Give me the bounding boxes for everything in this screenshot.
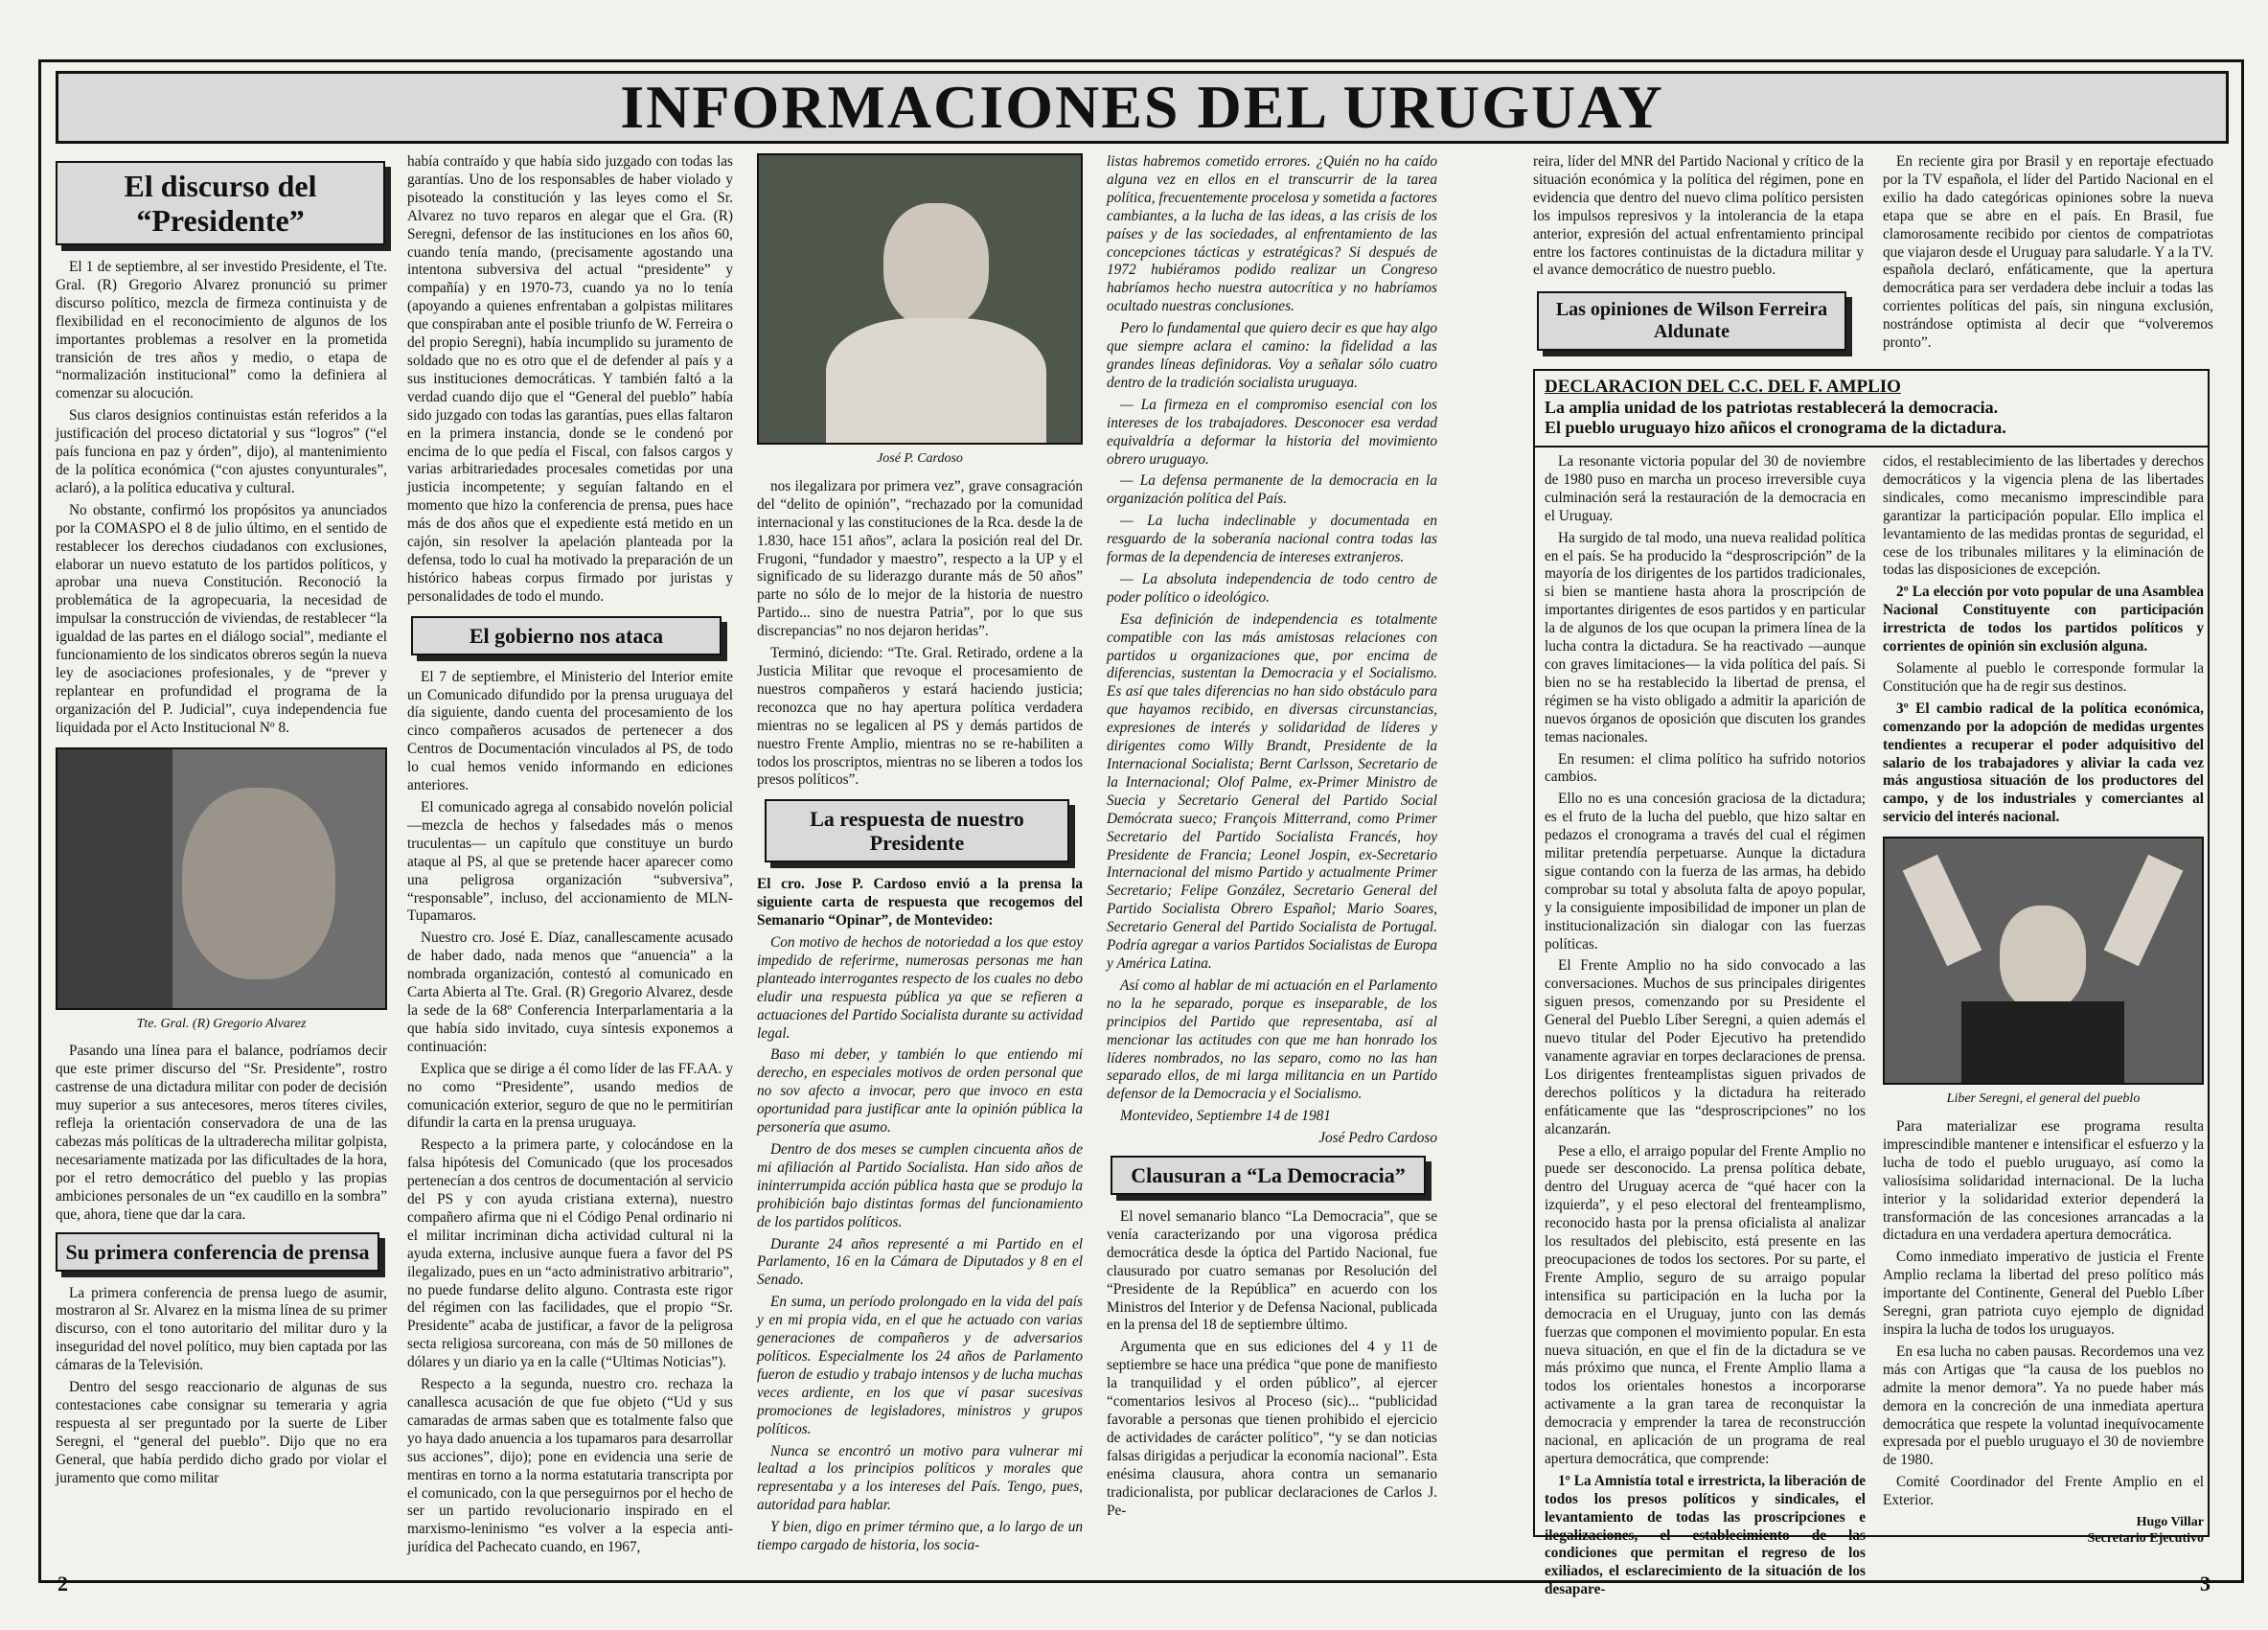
letter-paragraph: Dentro de dos meses se cumplen cincuenta años de mi afiliación al Partido Socialista. Han sido años de ininterrumpida acción pública hasta que se produjo la prohibición bajo distintas formas del funcionamiento de los partidos políticos. — [757, 1141, 1083, 1230]
page-number-left: 2 — [57, 1572, 68, 1596]
paragraph: La primera conferencia de prensa luego de asumir, mostraron al Sr. Alvarez en la misma línea de su primer discurso, con el tono autoritario del militar duro y la inseguridad del novel político, muy bien captada por las cámaras de la Televisión. — [56, 1284, 387, 1374]
photo-caption: Liber Seregni, el general del pueblo — [1946, 1091, 2141, 1107]
column-5-top — [1533, 153, 1864, 360]
paragraph: Respecto a la segunda, nuestro cro. rechaza la canallesca acusación de que fue objeto (“Ud y sus camaradas de armas saben que es totalmente falso que yo haya dado anuencia a los tupamaros para desarrollar sus acciones”, dijo); pone en evidencia una serie de mentiras en torno a la norma estatutaria transcripta por el comunicado, con la que perseguirnos por el hecho de ser un partido revolucionario inspirado en el marxismo-leninismo “es volver a la especia anti-jurídica del Pachecato cuando, en 1967, — [407, 1376, 733, 1556]
letter-paragraph: listas habremos cometido errores. ¿Quién no ha caído alguna vez en ellos en el transcurrir de la tarea política, frecuentemente procelosa y sometida a factores cambiantes, a la lucha de las ideas, a las crisis de los países y de las sociedades, al enfrentamiento de las concepciones tácticas y estratégicas? Si después de 1972 hubiéramos podido realizar un Congreso habríamos hecho nuestra autocrítica y no habríamos ocultado nuestras conclusiones. — [1107, 153, 1437, 315]
paragraph: El Frente Amplio no ha sido convocado a las conversaciones. Muchos de sus principales dirigentes siguen presos, comenzando por su Presidente el General del Pueblo Líber Seregni, a quien además el nuevo titular del Poder Ejecutivo ha pretendido vanamente agraviar en torpes declaraciones de prensa. Los dirigentes frenteamplistas siguen privados de derechos políticos y la dictadura ha reiterado enfáticamente que las “desproscripciones” no los alcanzarán. — [1545, 957, 1866, 1137]
paragraph: Ha surgido de tal modo, una nueva realidad política en el país. Se ha producido la “desproscripción” de la mayoría de los dirigentes de los partidos tradicionales, si bien se mantiene hasta ahora la proscripción de importantes dirigentes de esos partidos y en particular la de algunos de los que ocupan la primera línea de la lucha contra la dictadura. Se ha reactivado —aunque con graves limitaciones— la vida política del país. Si bien no se ha restablecido la libertad de prensa, el régimen se ha visto obligado a admitir la aparición de nuevos órganos de oposición que discuten los grandes temas nacionales. — [1545, 529, 1866, 746]
paragraph: El 7 de septiembre, el Ministerio del Interior emite un Comunicado difundido por la prensa uruguaya del día siguiente, dando cuenta del procesamiento de los cinco compañeros acusados de pertenecer a dos Centros de Documentación vinculados al PS, de todo lo cual hemos venido informando en ediciones anteriores. — [407, 668, 733, 794]
paragraph: En reciente gira por Brasil y en reportaje efectuado por la TV española, el líder del Partido Nacional en el exilio ha dado categóricas opiniones sobre la nueva etapa que se abre en el país. En Brasil, fue clamorosamente recibido por cientos de compatriotas que viajaron desde el Uruguay para saludarle. Y a la TV. española declaró, enfáticamente, que la apertura democrática para ser verdadera debe incluir a todas las corrientes políticas del país, sin ninguna exclusión, nostrándose optimista al decir que “volveremos pronto”. — [1883, 153, 2213, 352]
paragraph: El comunicado agrega al consabido novelón policial —mezcla de hechos y falsedades más o menos truculentas— un capítulo que constituye un burdo ataque al PS, al que se pretende hacer aparecer como una peligrosa organización “subversiva”, “responsable”, incluso, del accionamiento de MLN-Tupamaros. — [407, 799, 733, 925]
paragraph: Respecto a la primera parte, y colocándose en la falsa hipótesis del Comunicado (que los procesados pertenecían a dos centros de documentación al servicio del PS y con ayuda cristiana externa), nuestro compañero afirma que ni el Código Penal ordinario ni el militar incriminan dicha actividad cultural ni la ayuda externa, inclusive aunque fuera a favor del PS ilegalizado, pues en un “acto administrativo arbitrario”, no puede fundarse delito alguno. Contrasta este rigor del régimen con las facilidades, que el propio “Sr. Presidente” acaba de justificar, a favor de la peligrosa secta religiosa surcoreana, con más de 50 millones de dólares y un diario ya en la calle (“Ultimas Noticias”). — [407, 1136, 733, 1371]
letter-paragraph: Nunca se encontró un motivo para vulnerar mi lealtad a los principios políticos y morales que representaba y a los intereses del País. Tengo, pues, autoridad para hablar. — [757, 1442, 1083, 1514]
paragraph: El novel semanario blanco “La Democracia”, que se venía caracterizando por una vigorosa prédica democrática desde la óptica del Partido Nacional, fue clausurado por cuatro semanas por Resolución del “Presidente de la República” en acuerdo con los Ministros del Interior y de Defensa Nacional, publicada en la prensa del 18 de septiembre último. — [1107, 1208, 1437, 1334]
paragraph: Sus claros designios continuistas están referidos a la justificación del proceso dictatorial y sus “logros” (“el país funciona en paz y órden”, dijo), al mantenimiento de la política económica (“con ajustes conyunturales”, aclaró), a la política educativa y cultural. — [56, 407, 387, 496]
paragraph: había contraído y que había sido juzgado con todas las garantías. Uno de los responsables de haber violado y pisoteado la constitución y las leyes como el Sr. Alvarez no tuvo reparos en alegar que el Gra. (R) Seregni, defensor de las instituciones en los años 60, cuando tenía mando, (precisamente agostando una intentona subversiva del actual “presidente” y compañía) y en 1970-73, cuando ya no lo tenía (apoyando a quienes enfrentaban a golpistas militares que conspiraban ante el posible triunfo de W. Ferreira o del propio Seregni), había incumplido su juramento de soldado que no es otro que el de defender al país y a sus instituciones democráticas. Y también faltó a la verdad cuando dijo que el “General del pueblo” había sido juzgado con todas las garantías, pues ellas faltaron en la primera instancia, donde se le condenó por encima de lo que pedía el Fiscal, con falsos cargos y varias arbitrariedades procesales cometidas por una justicia incompetente; y seguían faltando en el momento que hizo la conferencia de prensa, pues hace más de dos años que el expediente está metido en un cajón, sin resolver la apelación planteada por la defensa, todo lo cual ha motivado la preparación de un histórico habeas corpus firmado por juristas y personalidades de todo el mundo. — [407, 153, 733, 605]
letter-paragraph: — La lucha indeclinable y documentada en resguardo de la soberanía nacional contra todas las formas de la dependencia de intereses extranjeros. — [1107, 513, 1437, 566]
photo-cardoso — [757, 153, 1083, 445]
paragraph: 2º La elección por voto popular de una Asamblea Nacional Constituyente con participación irrestricta de todos los partidos políticos y corrientes de opinión sin exclusión alguna. — [1883, 584, 2204, 655]
letter-paragraph: En suma, un período prolongado en la vida del país y en mi propia vida, en el que he actuado con varias generaciones de compañeros y de adversarios políticos. Especialmente los 24 años de Parlamento fueron de estudio y trabajo intensos y de lucha muchas veces ardiente, en los que ví pasar sucesivas promociones de legisladores, ministros y grupos políticos. — [757, 1294, 1083, 1437]
letter-paragraph: Pero lo fundamental que quiero decir es que hay algo que siempre aclara el camino: la fidelidad a las grandes líneas definidoras. Voy a señalar sólo cuatro dentro de la tradición socialista uruguaya. — [1107, 320, 1437, 391]
paragraph: Terminó, diciendo: “Tte. Gral. Retirado, ordene a la Justicia Militar que revoque el procesamiento de nuestros compañeros y estará haciendo justicia; reconozca que no hay apertura política verdadera mientras no se legalicen al PS y demás partidos de nuestro Frente Amplio, mientras no se re-habiliten a todos los proscriptos, mientras no se liberen a todos los presos políticos”. — [757, 645, 1083, 789]
letter-paragraph: Esa definición de independencia es totalmente compatible con las más amistosas relaciones con partidos u organizaciones que, por encima de diferencias, sustentan la Democracia y el Socialismo. Es así que tales diferencias no han sido obstáculo para que hayamos recibido, en diversas circunstancias, expresiones de interés y solidaridad de líderes y dirigentes como Willy Brandt, Presidente de la Internacional Socialista; Bernt Carlsson, Secretario de la Internacional; Olof Palme, ex-Primer Ministro de Suecia y Secretario General del Partido Social Demócrata sueco; François Mitterrand, como Primer Secretario del Partido Socialista Francés, hoy Presidente de Francia; Leonel Jospin, ex-Secretario Internacional del mismo Partido y actualmente Primer Secretario; Felipe González, Secretario General del Partido Socialista Obrero Español; Mario Soares, Secretario General del Partido Socialista de Portugal. Podría agregar a varios Partidos Socialistas de Europa y América Latina. — [1107, 610, 1437, 972]
letter-paragraph: — La defensa permanente de la democracia en la organización política del País. — [1107, 472, 1437, 508]
paragraph: En resumen: el clima político ha sufrido notorios cambios. — [1545, 750, 1866, 786]
paragraph: La resonante victoria popular del 30 de noviembre de 1980 puso en marcha un proceso irreversible cuya culminación será la restauración de la democracia en el Uruguay. — [1545, 453, 1866, 524]
declaracion-frame — [1533, 369, 2210, 1537]
paragraph: reira, líder del MNR del Partido Nacional y crítico de la situación económica y la política del régimen, pone en evidencia que dentro del nuevo clima político persisten los impulsos represivos y la intolerancia de la etapa anterior, expresión del actual enfrentamiento principal entre los factores continuistas de la dictadura militar y el avance democrático de nuestro pueblo. — [1533, 153, 1864, 279]
column-4 — [1107, 153, 1437, 1524]
photo-caption: Tte. Gral. (R) Gregorio Alvarez — [136, 1016, 307, 1031]
photo-caption: José P. Cardoso — [877, 451, 963, 466]
headline-respuesta: La respuesta de nuestro Presidente — [765, 799, 1069, 862]
paragraph: Dentro del sesgo reaccionario de algunas de sus contestaciones cabe consignar su temeraria y agria respuesta al ser preguntado por la suerte de Liber Seregni, el “general del pueblo”. Dijo que no era General, que había perdido dicho grado por violar el juramento que como militar — [56, 1379, 387, 1486]
letter-intro: El cro. Jose P. Cardoso envió a la prensa la siguiente carta de respuesta que recogemos del Semanario “Opinar”, de Montevideo: — [757, 876, 1083, 930]
headline-discurso: El discurso del “Presidente” — [56, 161, 385, 245]
paragraph: 3º El cambio radical de la política económica, comenzando por la adopción de medidas urgentes tendientes a recuperar el poder adquisitivo del salario de los trabajadores y aliviar la cada vez más angustiosa situación de los productores del campo, y de los industriales y comerciantes al servicio del interés nacional. — [1883, 700, 2204, 826]
paragraph: Pasando una línea para el balance, podríamos decir que este primer discurso del “Sr. Presidente”, rostro castrense de una dictadura militar con poder de decisión muy superior a sus antecesores, meros títeres civiles, refleja la orientación conservadora de una de las cabezas más políticas de la ultraderecha militar golpista, necesariamente matizada por las dificultades de la hora, por el retro democrático del pueblo y las propias ambiciones personales de un “ex caudillo en la sombra” que, ahora, tiene que dar la cara. — [56, 1043, 387, 1223]
declaracion-subtitle-2: El pueblo uruguayo hizo añicos el cronograma de la dictadura. — [1545, 418, 2006, 437]
headline-gobierno: El gobierno nos ataca — [411, 616, 722, 655]
paragraph: cidos, el restablecimiento de las libertades y derechos democráticos y la vigencia plena de las libertades sindicales, como mecanismo imprescindible para garantizar la participación popular. Ello implica el levantamiento de las medidas prontas de seguridad, el cese de los tribunales militares y la eliminación de todas las disposiciones de excepción. — [1883, 453, 2204, 579]
letter-paragraph: Con motivo de hechos de notoriedad a los que estoy impedido de referirme, numerosas personas me han planteado interrogantes respecto de los cuales no debo eludir una respuesta pública ya que se refieren a actuaciones del Partido Socialista durante su actividad legal. — [757, 934, 1083, 1042]
paragraph: Como inmediato imperativo de justicia el Frente Amplio reclama la libertad del preso político más importante del Continente, General del Pueblo Líber Seregni, gran patriota cuyo ejemplo de dignidad inspira la lucha de todos los uruguayos. — [1883, 1249, 2204, 1338]
page-number-right: 3 — [2200, 1572, 2211, 1596]
paragraph: Comité Coordinador del Frente Amplio en el Exterior. — [1883, 1474, 2204, 1509]
paragraph: Pese a ello, el arraigo popular del Frente Amplio no puede ser desconocido. La prensa política debate, dentro del Uruguay acerca de “qué hacer con la izquierda”, y el peso electoral del frenteamplismo, reconocido hasta por la prensa oficialista al analizar los resultados del plebiscito, está presente en las preocupaciones de todos los sectores. Por su parte, el Frente Amplio, seguro de su arraigo popular intensifica su participación en la lucha por la democracia en el Uruguay, junto con las demás fuerzas que componen el movimiento popular. En esta nueva situación, en que el fin de la dictadura se ve más próximo que nunca, el Frente Amplio llama a todos los orientales honestos a incorporarse activamente a la gran tarea de reconquistar la democracia y emprender la tarea de reconstrucción nacional, en aplicación de un programa de real apertura democrática, que comprende: — [1545, 1142, 1866, 1467]
headline-conferencia: Su primera conferencia de prensa — [56, 1232, 379, 1272]
letter-paragraph: Baso mi deber, y también lo que entiendo mi derecho, en especiales motivos de orden personal que no sov afecto a invocar, pero que invoco en esta oportunidad para justificar ante la opinión pública la personería que asumo. — [757, 1046, 1083, 1136]
paragraph: Explica que se dirige a él como líder de las FF.AA. y no como “Presidente”, usando medios de comunicación exterior, seguro de que no le permitirían difundir la carta en la prensa uruguaya. — [407, 1060, 733, 1132]
masthead — [56, 71, 2229, 144]
headline-clausuran: Clausuran a “La Democracia” — [1111, 1156, 1426, 1195]
headline-wilson: Las opiniones de Wilson Ferreira Aldunate — [1537, 291, 1846, 351]
paragraph: Solamente al pueblo le corresponde formular la Constitución que ha de regir sus destinos. — [1883, 659, 2204, 695]
letter-signature: José Pedro Cardoso — [1318, 1130, 1437, 1147]
paragraph: El 1 de septiembre, al ser investido Presidente, el Tte. Gral. (R) Gregorio Alvarez pronunció su primer discurso político, mezcla de firmeza continuista y de flexibilidad en el reconocimiento de algunos de los importantes problemas a resolver en la prometida transición de tres años y medio, o etapa de “normalización institucional” como la definiera al comenzar su alocución. — [56, 259, 387, 402]
paragraph: Nuestro cro. José E. Díaz, canallescamente acusado de haber dado, nada menos que “anuencia” a la nombrada organización, contestó al comunicado en Carta Abierta al Tte. Gral. (R) Gregorio Alvarez, desde la sede de la 68º Conferencia Interparlamentaria a la que había sido invitado, cuya síntesis exponemos a continuación: — [407, 930, 733, 1055]
column-1 — [56, 153, 387, 1492]
paragraph: 1º La Amnistía total e irrestricta, la liberación de todos los presos políticos y sindicales, el levantamiento de todas las proscripciones e ilegalizaciones, el establecimiento de las condiciones que permitan el regreso de los exiliados, el esclarecimiento de la situación de los desapare- — [1545, 1472, 1866, 1598]
letter-paragraph: Así como al hablar de mi actuación en el Parlamento no la he separado, porque es inseparable, de los principios del Partido que representaba, así al mencionar las actitudes con que me han honrado los líderes nombrados, no las separo, como no las han separado ellos, de mi larga militancia en un Partido defensor de la Democracia y el Socialismo. — [1107, 976, 1437, 1103]
masthead-title: INFORMACIONES DEL URUGUAY — [620, 73, 1664, 141]
declaracion-article — [1533, 369, 2210, 1598]
signer-title: Secretario Ejecutivo — [2087, 1531, 2204, 1547]
column-2 — [407, 153, 733, 1561]
paragraph: Argumenta que en sus ediciones del 4 y 11 de septiembre se hace una prédica “que pone de manifiesto la tranquilidad y el orden público”, al ejercer “comentarios lesivos al Proceso (sic)... “publicidad favorable a personas que tienen prohibido el ejercicio de actividades de carácter político”, “y se dan noticias falsas dirigidas a perjudicar la economía nacional”. Esta enésima clausura, ahora contra un semanario tradicionalista, por publicar declaraciones de Carlos J. Pe- — [1107, 1339, 1437, 1519]
paragraph: En esa lucha no caben pausas. Recordemos una vez más con Artigas que “la causa de los pueblos no admite la menor demora”. Ya no puede haber más demora en la concreción de una inmediata apertura democrática que respete la voluntad inequívocamente expresada por el pueblo uruguayo el 30 de noviembre de 1980. — [1883, 1343, 2204, 1469]
column-3 — [757, 153, 1083, 1559]
paragraph: Para materializar ese programa resulta imprescindible mantener e intensificar el esfuerzo y la lucha de todo el pueblo uruguayo, así como la valiosísima solidaridad internacional. De la lucha interior y la solidaridad exterior dependerá la transformación de las concesiones arrancadas a la dictadura en una verdadera apertura democrática. — [1883, 1118, 2204, 1244]
paragraph: No obstante, confirmó los propósitos ya anunciados por la COMASPO el 8 de julio último, en el sentido de restablecer los derechos ciudadanos con exclusiones, elaborar un nuevo estatuto de los partidos políticos, y aprobar una nueva Constitución. Reconoció la problemática de la agropecuaria, la necesidad de impulsar la construcción de viviendas, de restablecer “la igualdad de las partes en el diálogo social”, mediante el funcionamiento de los sindicatos obreros según la nueva ley de asociaciones profesionales, y de “prever y replantear en profundidad el programa de la organización del P. Judicial”, cuya independencia fue liquidada por el Acto Institucional Nº 8. — [56, 501, 387, 736]
paragraph: Ello no es una concesión graciosa de la dictadura; es el fruto de la lucha del pueblo, que hizo saltar en pedazos el cronograma a través del cual el régimen militar pretendía perpetuarse. Aunque la dictadura sigue contando con la fuerza de las armas, ha debido comprobar su total y absoluta falta de apoyo popular, y la consiguiente imposibilidad de imponer un plan de institucionalización sin dialogar con las fuerzas políticas. — [1545, 791, 1866, 953]
letter-dateline: Montevideo, Septiembre 14 de 1981 — [1120, 1108, 1331, 1125]
letter-paragraph: Durante 24 años representé a mi Partido en el Parlamento, 16 en la Cámara de Diputados y 8 en el Senado. — [757, 1235, 1083, 1289]
column-6-top — [1883, 153, 2213, 356]
declaracion-subtitle-1: La amplia unidad de los patriotas restablecerá la democracia. — [1545, 398, 1999, 417]
letter-paragraph: Y bien, digo en primer término que, a lo largo de un tiempo cargado de historia, los socia- — [757, 1519, 1083, 1554]
declaracion-title: DECLARACION DEL C.C. DEL F. AMPLIO — [1545, 377, 1901, 397]
photo-alvarez — [56, 747, 387, 1010]
letter-paragraph: — La absoluta independencia de todo centro de poder político o ideológico. — [1107, 570, 1437, 606]
signer-name: Hugo Villar — [2136, 1515, 2204, 1530]
paragraph: nos ilegalizara por primera vez”, grave consagración del “delito de opinión”, “rechazado por la comunidad internacional y las constituciones de la Rca. desde la de 1.830, hace 151 años”, aclara la posición real del Dr. Frugoni, “fundador y maestro”, respecto a la UP y el significado de su liderazgo durante más de 50 años” parte no sólo de lo mejor de la historia de nuestro Partido... sino de nuestra Patria”, por lo que sus discrepancias” no nos dejaron heridas”. — [757, 477, 1083, 640]
letter-paragraph: — La firmeza en el compromiso esencial con los intereses de los trabajadores. Desconocer esa verdad equivaldría a deformar la historia del movimiento obrero uruguayo. — [1107, 396, 1437, 468]
